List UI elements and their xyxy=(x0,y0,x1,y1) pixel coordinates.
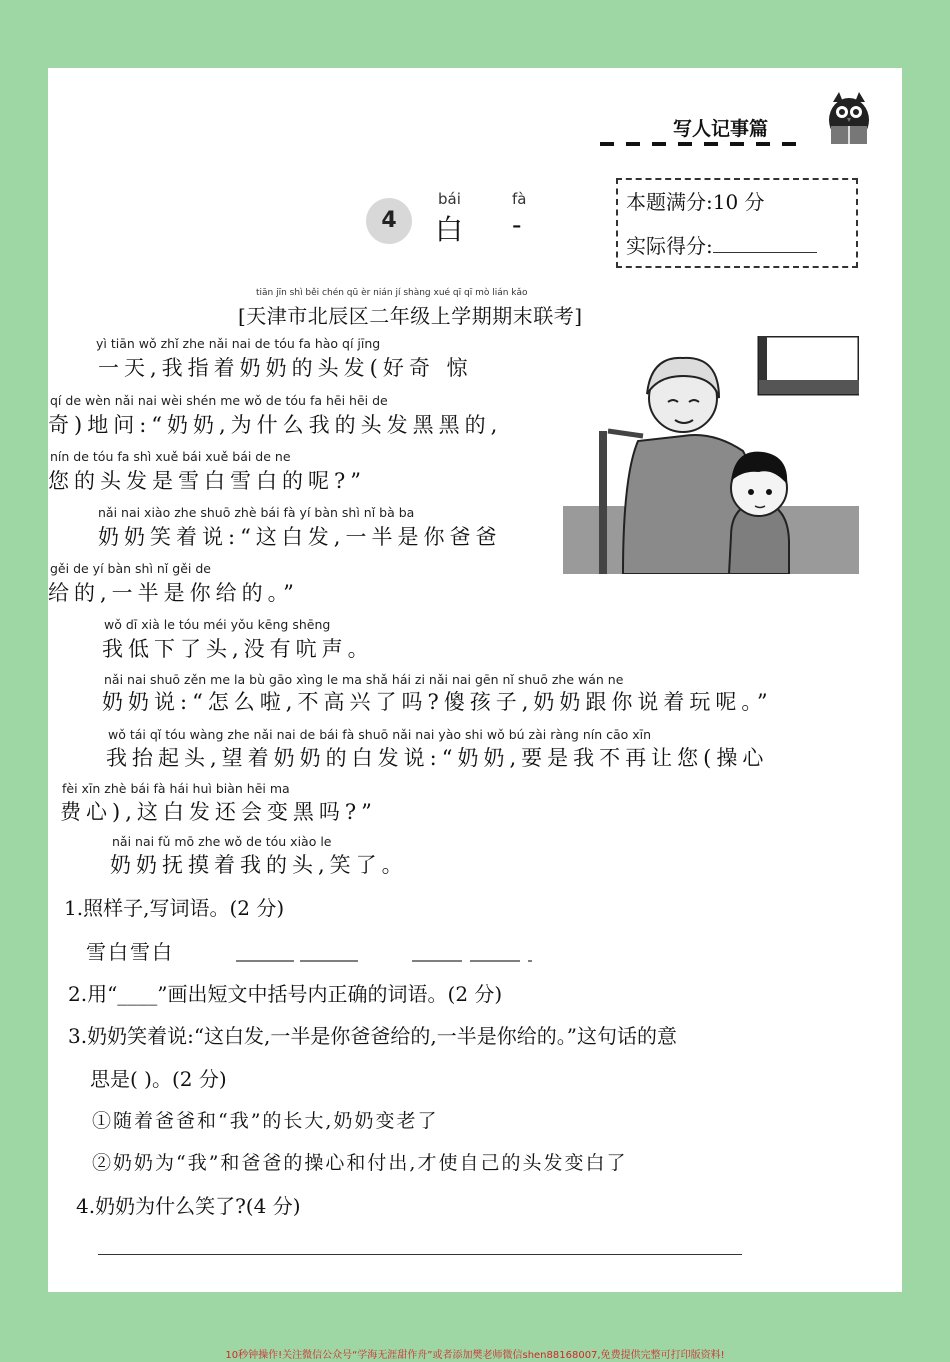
lesson-number-badge: 4 xyxy=(366,198,412,244)
story-pinyin-3: nín de tóu fa shì xuě bái xuě bái de ne xyxy=(50,449,291,464)
title-char-1: 白 xyxy=(435,213,464,246)
question-3-line-1: 3.奶奶笑着说:“这白发,一半是你爸爸给的,一半是你给的。”这句话的意 xyxy=(68,1024,677,1048)
story-line-5: 给的,一半是你给的。” xyxy=(48,581,299,605)
story-line-3: 您的头发是雪白雪白的呢?” xyxy=(48,469,366,493)
title-char-2: - xyxy=(512,208,522,241)
full-score-label: 本题满分:10 分 xyxy=(626,190,765,214)
promo-footer: 10秒钟操作!关注微信公众号“学海无涯甜作舟”或者添加樊老师微信shen88168007,免费提供完整可打印版资料! xyxy=(225,1350,725,1361)
question-4-answer-line[interactable] xyxy=(98,1254,742,1255)
story-line-2: 奇)地问:“奶奶,为什么我的头发黑黑的, xyxy=(48,413,503,437)
question-3-option-2[interactable]: ②奶奶为“我”和爸爸的操心和付出,才使自己的头发变白了 xyxy=(92,1152,628,1174)
question-1-answer-blanks[interactable] xyxy=(236,958,536,964)
story-pinyin-7: nǎi nai shuō zěn me la bù gāo xìng le ma shǎ hái zi nǎi nai gēn nǐ shuō zhe wán ne xyxy=(104,672,624,687)
question-4: 4.奶奶为什么笑了?(4 分) xyxy=(76,1194,301,1218)
question-2: 2.用“____”画出短文中括号内正确的词语。(2 分) xyxy=(68,982,503,1006)
story-pinyin-5: gěi de yí bàn shì nǐ gěi de xyxy=(50,561,211,576)
story-pinyin-9: fèi xīn zhè bái fà hái huì biàn hēi ma xyxy=(62,781,290,796)
actual-score-row xyxy=(626,230,817,259)
story-pinyin-2: qí de wèn nǎi nai wèi shén me wǒ de tóu fa hēi hēi de xyxy=(50,393,388,408)
section-title: 写人记事篇 xyxy=(673,118,769,140)
story-pinyin-1: yì tiān wǒ zhǐ zhe nǎi nai de tóu fa hào qí jīng xyxy=(96,336,381,351)
story-line-9: 费心),这白发还会变黑吗?” xyxy=(60,800,377,824)
story-line-8: 我抬起头,望着奶奶的白发说:“奶奶,要是我不再让您(操心 xyxy=(106,746,769,770)
story-line-1: 一天,我指着奶奶的头发(好奇 惊 xyxy=(98,356,473,380)
story-line-4: 奶奶笑着说:“这白发,一半是你爸爸 xyxy=(98,525,502,549)
grandma-child-illustration xyxy=(563,336,859,574)
owl-reading-icon xyxy=(823,90,875,152)
actual-score-label: 实际得分: xyxy=(626,234,713,258)
question-3-line-2: 思是( )。(2 分) xyxy=(90,1067,227,1091)
title-pinyin-1: bái xyxy=(438,190,461,208)
score-box xyxy=(616,178,858,268)
story-pinyin-8: wǒ tái qǐ tóu wàng zhe nǎi nai de bái fà shuō nǎi nai yào shi wǒ bú zài ràng nín cāo xīn xyxy=(108,727,652,742)
question-1-example: 雪白雪白 xyxy=(86,940,174,964)
question-3-option-1[interactable]: ①随着爸爸和“我”的长大,奶奶变老了 xyxy=(92,1110,439,1132)
story-line-7: 奶奶说:“怎么啦,不高兴了吗?傻孩子,奶奶跟你说着玩呢。” xyxy=(102,690,773,714)
header-dash-decoration xyxy=(600,140,800,148)
story-pinyin-4: nǎi nai xiào zhe shuō zhè bái fà yí bàn shì nǐ bà ba xyxy=(98,505,415,520)
story-line-10: 奶奶抚摸着我的头,笑了。 xyxy=(110,853,408,877)
question-1: 1.照样子,写词语。(2 分) xyxy=(64,896,285,920)
story-line-6: 我低下了头,没有吭声。 xyxy=(102,637,374,661)
worksheet-page xyxy=(48,68,902,1292)
source-label: [天津市北辰区二年级上学期期末联考] xyxy=(238,304,583,328)
source-pinyin: tiān jīn shì běi chén qū èr nián jí shàng xué qī qī mò lián kǎo xyxy=(256,288,528,298)
actual-score-input[interactable] xyxy=(713,251,817,253)
story-pinyin-6: wǒ dī xià le tóu méi yǒu kēng shēng xyxy=(104,617,331,632)
title-pinyin-2: fà xyxy=(512,190,527,208)
story-pinyin-10: nǎi nai fǔ mō zhe wǒ de tóu xiào le xyxy=(112,834,332,849)
